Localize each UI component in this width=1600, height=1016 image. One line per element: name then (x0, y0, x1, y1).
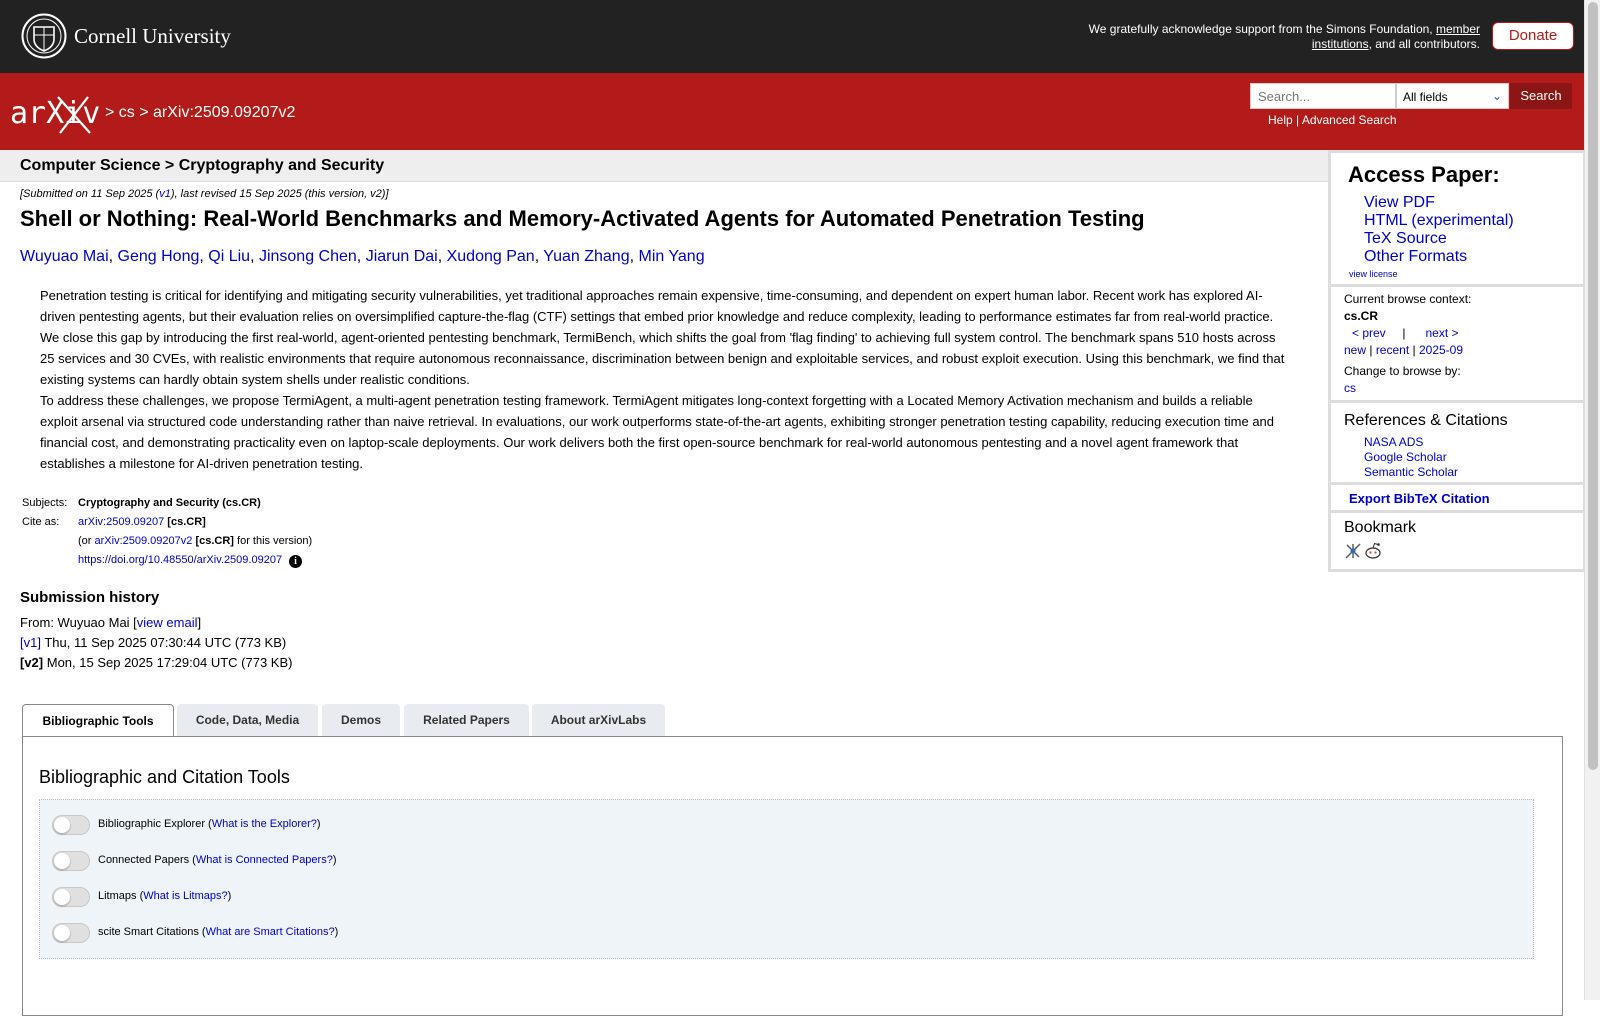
subject-heading: Computer Science > Cryptography and Security (20, 157, 385, 174)
tab-panel (22, 736, 1563, 1016)
cite-category: [cs.CR] (167, 516, 206, 528)
semantic-scholar-link[interactable]: Semantic Scholar (1364, 465, 1459, 479)
cornell-banner (0, 0, 1584, 73)
advanced-search-link[interactable]: Advanced Search (1301, 113, 1397, 127)
help-link[interactable]: Help (1268, 113, 1293, 127)
tab-about-arxivlabs[interactable]: About arXivLabs (532, 704, 665, 737)
arxiv-logo-icon[interactable] (10, 93, 102, 135)
search-button[interactable]: Search (1510, 83, 1572, 109)
new-link[interactable]: new (1344, 343, 1367, 357)
breadcrumb-paper-id: arXiv:2509.09207v2 (153, 104, 296, 121)
scrollbar-thumb[interactable] (1588, 2, 1598, 770)
history-version: [v2] Mon, 15 Sep 2025 17:29:04 UTC (773 KB) (20, 655, 293, 670)
cornell-wordmark[interactable]: Cornell University (74, 24, 231, 48)
what-is-connected-papers-link[interactable]: What is Connected Papers? (195, 854, 333, 866)
history-from: From: Wuyuao Mai [view email] (20, 615, 202, 630)
bibliographic-explorer-toggle[interactable] (52, 815, 90, 835)
html-experimental-link[interactable]: HTML (experimental) (1364, 212, 1514, 229)
search-field-value: All fields (1403, 90, 1448, 104)
paper-title: Shell or Nothing: Real-World Benchmarks and Memory-Activated Agents for Automated Penetration Testing (20, 206, 1145, 231)
abstract-paragraph-1: Penetration testing is critical for identifying and mitigating security vulnerabilities, yet traditional approaches remain expensive, time-consuming, and dependent on expert human labor. Recent work has explored AI-driven pentesting agents, but their evaluation relies on oversimplified capture-the-flag (CTF) settings that embed prior knowledge and reduce complexity, leading to performance estimates far from real-world practice. We close this gap by introducing the first real-world, agent-oriented pentesting benchmark, TermiBench, which shifts the goal from 'flag finding' to achieving full system control. The benchmark spans 510 hosts across 25 services and 30 CVEs, with realistic environments that require autonomous reconnaissance, discrimination between benign and exploitable services, and robust exploit execution. Using this benchmark, we find that existing systems can hardly obtain system shells under realistic conditions. (40, 288, 1285, 387)
breadcrumb-cs[interactable]: cs (118, 104, 135, 121)
doi-link[interactable]: https://doi.org/10.48550/arXiv.2509.09207 (78, 554, 283, 566)
recent-link[interactable]: recent (1375, 343, 1410, 357)
month-link[interactable]: 2025-09 (1418, 343, 1464, 357)
sidebar-divider (1331, 482, 1583, 485)
google-scholar-link[interactable]: Google Scholar (1364, 450, 1447, 464)
export-bibtex-link[interactable]: Export BibTeX Citation (1349, 491, 1490, 506)
nasa-ads-link[interactable]: NASA ADS (1364, 435, 1424, 449)
member-institutions-link[interactable]: member institutions (1311, 22, 1480, 51)
sidebar-divider (1331, 510, 1583, 513)
abstract-paragraph-2: To address these challenges, we propose TermiAgent, a multi-agent penetration testing framework. TermiAgent mitigates long-context forgetting with a Located Memory Activation mechanism and builds a reliable exploit arsenal via structured code understanding rather than naive retrieval. In evaluations, our work outperforms state-of-the-art agents, exhibiting stronger penetration testing capability, reducing execution time and financial cost, and demonstrating practicality even on laptop-scale deployments. Our work delivers both the first open-source benchmark for real-world autonomous pentesting and a novel agent framework that establishes a milestone for AI-driven penetration testing. (40, 393, 1275, 471)
page-scrollbar[interactable] (1584, 0, 1600, 1000)
support-prefix: We gratefully acknowledge support from the Simons Foundation, (1088, 22, 1433, 36)
what-is-explorer-link[interactable]: What is the Explorer? (211, 818, 317, 830)
references-links (1364, 435, 1458, 480)
extra-services-sidebar (1328, 150, 1586, 572)
author-list: Wuyuao Mai, Geng Hong, Qi Liu, Jinsong Chen, Jiarun Dai, Xudong Pan, Yuan Zhang, Min Yang (20, 248, 705, 265)
chevron-down-icon: ⌄ (1491, 89, 1502, 103)
author-link[interactable]: Yuan Zhang (543, 248, 630, 265)
search-field-select[interactable] (1396, 83, 1509, 109)
litmaps-toggle[interactable] (52, 887, 90, 907)
tab-demos[interactable]: Demos (322, 704, 400, 737)
author-link[interactable]: Wuyuao Mai (20, 248, 109, 265)
version-v2-label: [v2] (20, 655, 44, 670)
tab-bibliographic-tools[interactable]: Bibliographic Tools (22, 704, 174, 738)
subjects-value: Cryptography and Security (cs.CR) (78, 497, 261, 509)
scite-toggle[interactable] (52, 923, 90, 943)
author-link[interactable]: Xudong Pan (446, 248, 535, 265)
subjects-label: Subjects: (22, 497, 68, 509)
view-license-link[interactable]: view license (1349, 269, 1398, 279)
dateline-v1-link[interactable]: v1 (159, 188, 171, 200)
author-link[interactable]: Qi Liu (208, 248, 251, 265)
search-help-links: Help | Advanced Search (1268, 113, 1397, 127)
history-version: [v1] Thu, 11 Sep 2025 07:30:44 UTC (773 KB) (20, 635, 287, 650)
view-email-link[interactable]: view email (136, 615, 198, 630)
donate-button[interactable]: Donate (1492, 22, 1574, 50)
cite-label: Cite as: (22, 516, 60, 528)
breadcrumb: > cs > arXiv:2509.09207v2 (105, 104, 296, 121)
support-suffix: , and all contributors. (1368, 37, 1480, 51)
search-input[interactable] (1250, 83, 1396, 109)
cite-version-link[interactable]: arXiv:2509.09207v2 (94, 535, 193, 547)
references-title: References & Citations (1344, 412, 1508, 429)
author-link[interactable]: Min Yang (638, 248, 705, 265)
access-paper-title: Access Paper: (1348, 162, 1500, 187)
cornell-seal-icon[interactable] (21, 13, 67, 59)
bookmark-title: Bookmark (1344, 519, 1417, 536)
author-link[interactable]: Jiarun Dai (365, 248, 438, 265)
next-link[interactable]: next > (1425, 326, 1459, 340)
tab-code-data-media[interactable]: Code, Data, Media (177, 704, 318, 737)
access-links (1364, 194, 1514, 266)
arxiv-header (0, 73, 1584, 150)
prev-link[interactable]: < prev (1352, 326, 1386, 340)
sidebar-divider (1331, 400, 1583, 403)
tab-related-papers[interactable]: Related Papers (404, 704, 529, 737)
info-icon[interactable]: i (289, 555, 302, 568)
submission-history-title: Submission history (20, 589, 160, 606)
browse-context-label: Current browse context: (1344, 292, 1472, 306)
view-pdf-link[interactable]: View PDF (1364, 194, 1435, 211)
change-browse-label: Change to browse by: (1344, 364, 1461, 378)
abstract (40, 285, 1290, 474)
browse-cs-link[interactable]: cs (1344, 381, 1356, 395)
other-formats-link[interactable]: Other Formats (1364, 248, 1468, 265)
browse-context-value: cs.CR (1344, 309, 1379, 323)
author-link[interactable]: Geng Hong (117, 248, 200, 265)
subject-heading-bar (0, 150, 1328, 182)
arxiv-logo-text: arXiv (10, 96, 101, 131)
reddit-icon[interactable] (1364, 542, 1382, 560)
bibsonomy-icon[interactable] (1344, 542, 1362, 560)
connected-papers-toggle[interactable] (52, 851, 90, 871)
author-link[interactable]: Jinsong Chen (258, 248, 357, 265)
panel-title: Bibliographic and Citation Tools (39, 767, 290, 787)
submission-history (20, 613, 292, 673)
version-v1-link[interactable]: [v1] (20, 635, 41, 650)
submission-dateline: [Submitted on 11 Sep 2025 (v1), last revised 15 Sep 2025 (this version, v2)] (20, 188, 389, 200)
support-message (1060, 22, 1480, 52)
tex-source-link[interactable]: TeX Source (1364, 230, 1447, 247)
browse-context: Current browse context: cs.CR < prev | next > new | recent | 2025-09 Change to browse by: cs (1344, 292, 1472, 395)
what-are-smart-citations-link[interactable]: What are Smart Citations? (205, 926, 335, 938)
cite-id-link[interactable]: arXiv:2509.09207 (78, 516, 165, 528)
what-is-litmaps-link[interactable]: What is Litmaps? (143, 890, 228, 902)
sidebar-divider (1331, 284, 1583, 287)
tools-list: Bibliographic Explorer (What is the Explorer?) Connected Papers (What is Connected Papers?) Litmaps (What is Litmaps?) scite Smart Citations (What are Smart Citations?) (39, 799, 1534, 959)
